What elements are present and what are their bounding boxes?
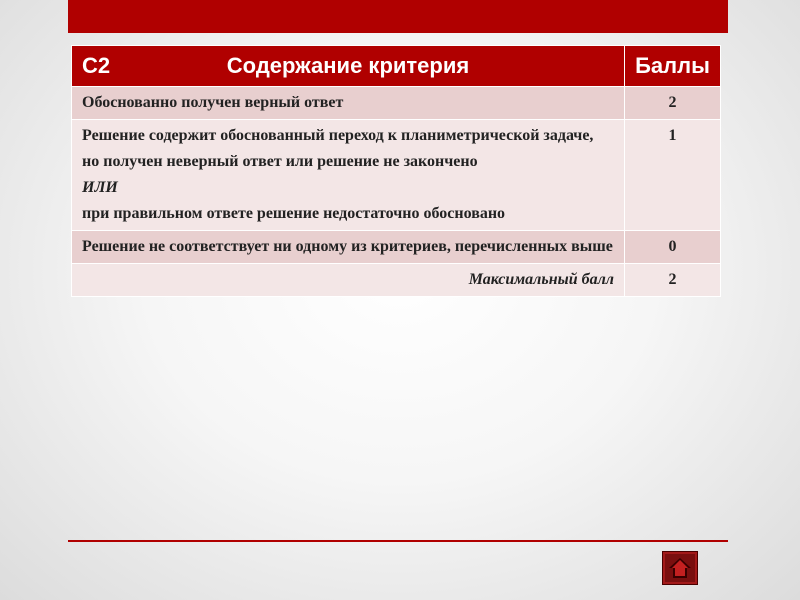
score-cell: 2 (625, 87, 721, 120)
task-code-label: С2 (82, 53, 111, 78)
home-button[interactable] (662, 551, 698, 585)
header-criteria-cell (72, 46, 625, 87)
criterion-text-part-b: при правильном ответе решение недостаточно обосновано (82, 205, 506, 222)
table-row (72, 120, 721, 231)
bottom-divider (68, 540, 728, 542)
score-cell: 0 (625, 231, 721, 264)
table-row (72, 87, 721, 120)
home-icon (668, 556, 692, 580)
max-score-row (72, 264, 721, 297)
top-decorative-bar (68, 0, 728, 33)
max-score-value: 2 (625, 264, 721, 297)
header-score-label: Баллы (635, 53, 710, 78)
criteria-table (71, 45, 721, 297)
or-separator: ИЛИ (82, 179, 118, 196)
header-score-cell (625, 46, 721, 87)
table-row (72, 231, 721, 264)
criterion-cell (72, 120, 625, 231)
criterion-cell: Решение не соответствует ни одному из критериев, перечисленных выше (72, 231, 625, 264)
criterion-text-part-a: Решение содержит обоснованный переход к планиметрической задаче, но получен неверный ответ или решение не закончено (82, 127, 594, 170)
score-cell: 1 (625, 120, 721, 231)
criterion-cell: Обоснованно получен верный ответ (72, 87, 625, 120)
header-criteria-label: Содержание критерия (226, 53, 470, 78)
table-header-row (72, 46, 721, 87)
max-score-label: Максимальный балл (72, 264, 625, 297)
